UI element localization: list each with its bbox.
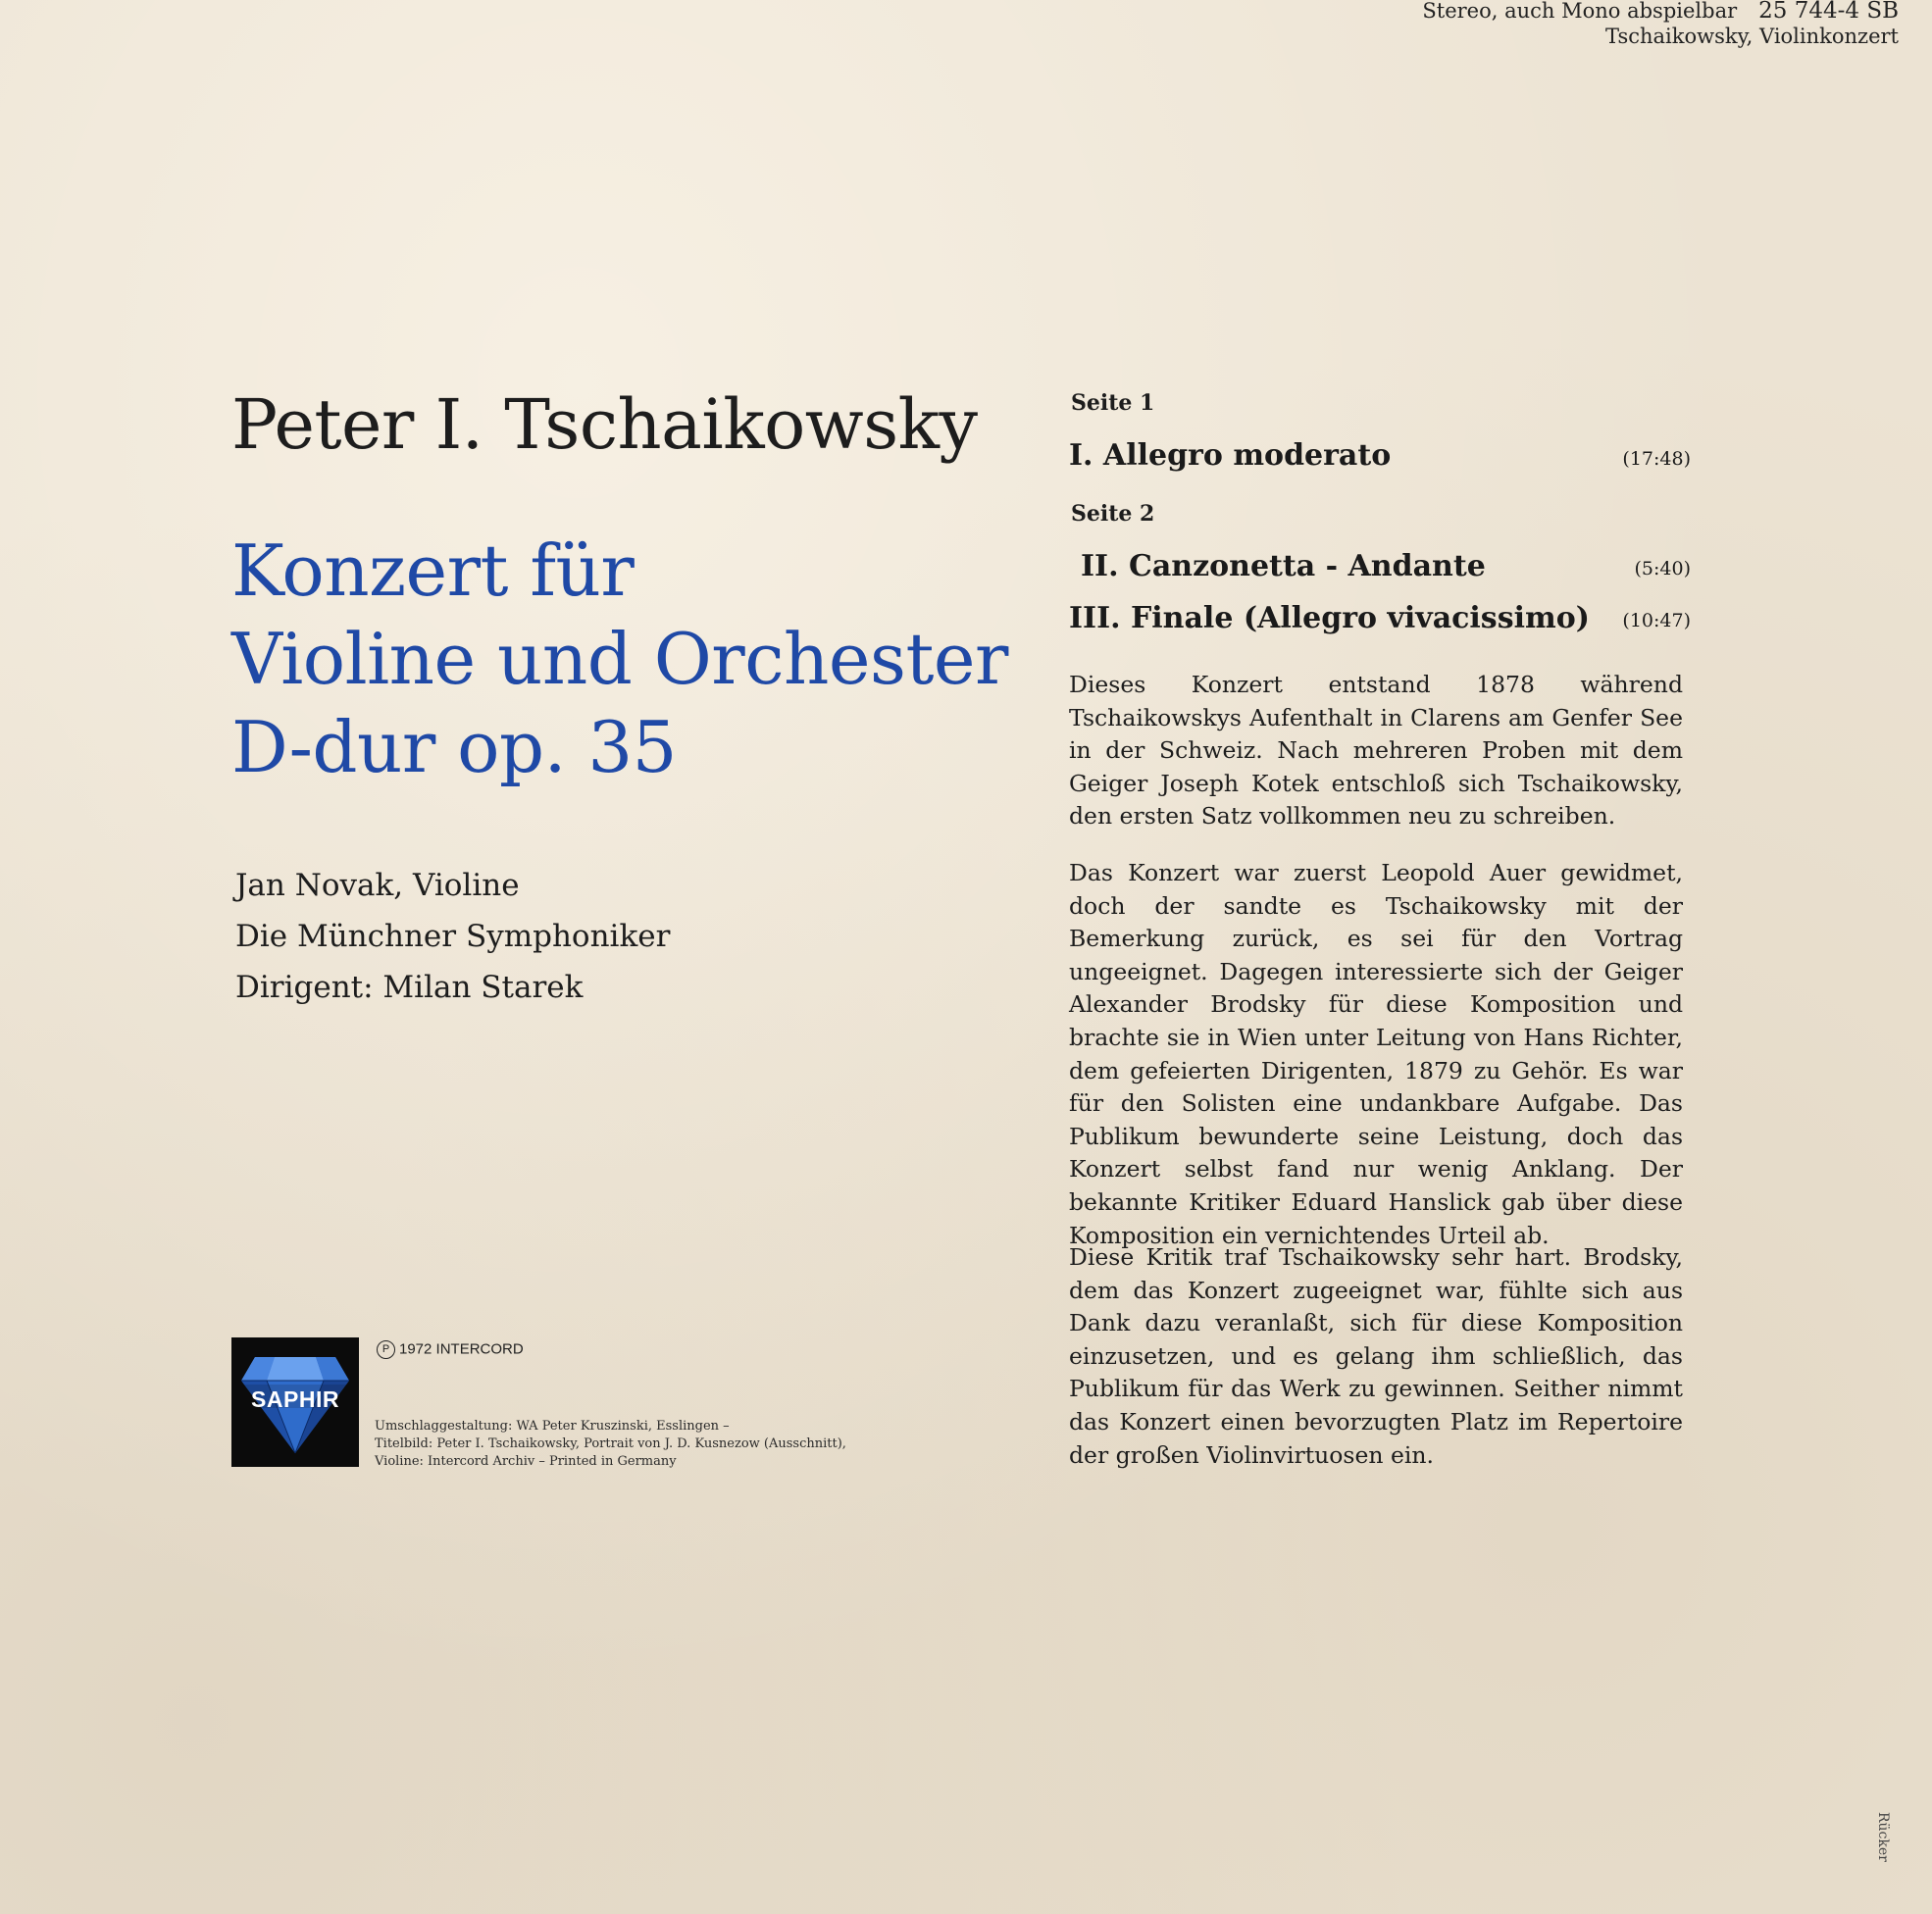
credit-conductor: Dirigent: Milan Starek <box>235 970 584 1005</box>
saphir-logo <box>231 1337 359 1467</box>
catalog-number: 25 744-4 SB <box>1758 0 1899 24</box>
work-title-line-2: Violine und Orchester <box>231 618 1008 700</box>
small-credit-cover-image: Titelbild: Peter I. Tschaikowsky, Portrait von J. D. Kusnezow (Ausschnitt), <box>375 1436 846 1451</box>
track-title: II. Canzonetta - Andante <box>1081 549 1486 583</box>
track-duration: (17:48) <box>1622 448 1691 470</box>
header-format-line <box>1422 0 1899 23</box>
side-2-label: Seite 2 <box>1071 501 1155 527</box>
copyright-notice <box>377 1340 524 1359</box>
copyright-text: 1972 INTERCORD <box>399 1340 524 1358</box>
format-text: Stereo, auch Mono abspielbar <box>1422 0 1738 23</box>
credit-orchestra: Die Münchner Symphoniker <box>235 919 671 954</box>
liner-notes-paragraph: Diese Kritik traf Tschaikowsky sehr hart. Brodsky, dem das Konzert zugeeignet war, fühlte sich aus Dank dazu veranlaßt, sich für diese Komposition einzusetzen, und es gelang ihm schließlich, das Publikum für das Werk zu gewinnen. Seither nimmt das Konzert einen bevorzugten Platz im Repertoire der großen Violinvirtuosen ein. <box>1069 1243 1683 1469</box>
side-1-label: Seite 1 <box>1071 390 1155 416</box>
small-credit-printing: Violine: Intercord Archiv – Printed in Germany <box>375 1454 677 1469</box>
header-title-line: Tschaikowsky, Violinkonzert <box>1604 25 1899 48</box>
credit-soloist: Jan Novak, Violine <box>235 868 520 903</box>
liner-notes-paragraph: Das Konzert war zuerst Leopold Auer gewidmet, doch der sandte es Tschaikowsky mit der Bemerkung zurück, es sei für den Vortrag ungeeignet. Dagegen interessierte sich der Geiger Alexander Brodsky für diese Komposition und brachte sie in Wien unter Leitung von Hans Richter, dem gefeierten Dirigenten, 1879 zu Gehör. Es war für den Solisten eine undankbare Aufgabe. Das Publikum bewunderte seine Leistung, doch das Konzert selbst fand nur wenig Anklang. Der bekannte Kritiker Eduard Hanslick gab über diese Komposition ein vernichtendes Urteil ab. <box>1069 859 1683 1249</box>
phonogram-symbol: P <box>377 1340 395 1359</box>
work-title-line-1: Konzert für <box>231 529 635 612</box>
composer-name: Peter I. Tschaikowsky <box>231 384 978 465</box>
logo-text: SAPHIR <box>251 1386 339 1412</box>
track-duration: (5:40) <box>1634 558 1691 579</box>
liner-notes-paragraph: Dieses Konzert entstand 1878 während Tschaikowskys Aufenthalt in Clarens am Genfer See in der Schweiz. Nach mehreren Proben mit dem Geiger Joseph Kotek entschloß sich Tschaikowsky, den ersten Satz vollkommen neu zu schreiben. <box>1069 671 1683 831</box>
small-credit-design: Umschlaggestaltung: WA Peter Kruszinski, Esslingen – <box>375 1419 730 1434</box>
track-duration: (10:47) <box>1622 610 1691 631</box>
track-title: III. Finale (Allegro vivacissimo) <box>1069 601 1590 635</box>
track-title: I. Allegro moderato <box>1069 438 1392 473</box>
work-title-line-3: D-dur op. 35 <box>231 706 677 788</box>
handwritten-signature: Rücker <box>1875 1812 1891 1862</box>
